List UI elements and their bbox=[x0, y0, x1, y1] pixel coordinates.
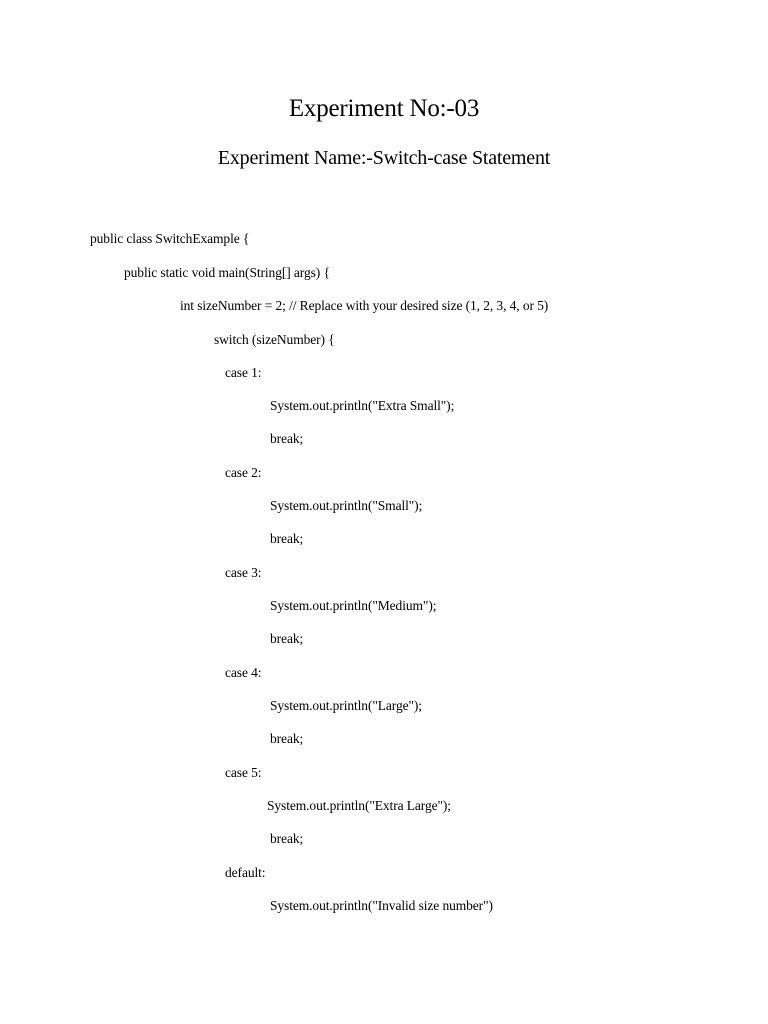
code-line: case 2: bbox=[225, 465, 262, 480]
code-line: switch (sizeNumber) { bbox=[214, 332, 335, 347]
code-line: case 1: bbox=[225, 365, 262, 380]
code-line: break; bbox=[270, 731, 304, 746]
code-line: break; bbox=[270, 431, 304, 446]
page-title: Experiment No:-03 bbox=[288, 95, 480, 122]
code-line: System.out.println("Small"); bbox=[270, 498, 423, 513]
code-line: break; bbox=[270, 831, 304, 846]
code-line: System.out.println("Invalid size number") bbox=[270, 898, 493, 913]
code-line: case 5: bbox=[225, 765, 262, 780]
code-line: break; bbox=[270, 631, 304, 646]
code-line: break; bbox=[270, 531, 304, 546]
code-line: System.out.println("Medium"); bbox=[270, 598, 437, 613]
code-line: int sizeNumber = 2; // Replace with your desired size (1, 2, 3, 4, or 5) bbox=[180, 298, 549, 313]
code-line: default: bbox=[225, 865, 266, 880]
code-line: case 3: bbox=[225, 565, 262, 580]
page-subtitle: Experiment Name:-Switch-case Statement bbox=[217, 147, 551, 169]
code-line: System.out.println("Extra Large"); bbox=[267, 798, 451, 813]
code-line: case 4: bbox=[225, 665, 262, 680]
code-line: public class SwitchExample { bbox=[90, 231, 250, 246]
code-line: public static void main(String[] args) { bbox=[124, 265, 330, 280]
code-line: System.out.println("Large"); bbox=[270, 698, 422, 713]
code-line: System.out.println("Extra Small"); bbox=[270, 398, 455, 413]
